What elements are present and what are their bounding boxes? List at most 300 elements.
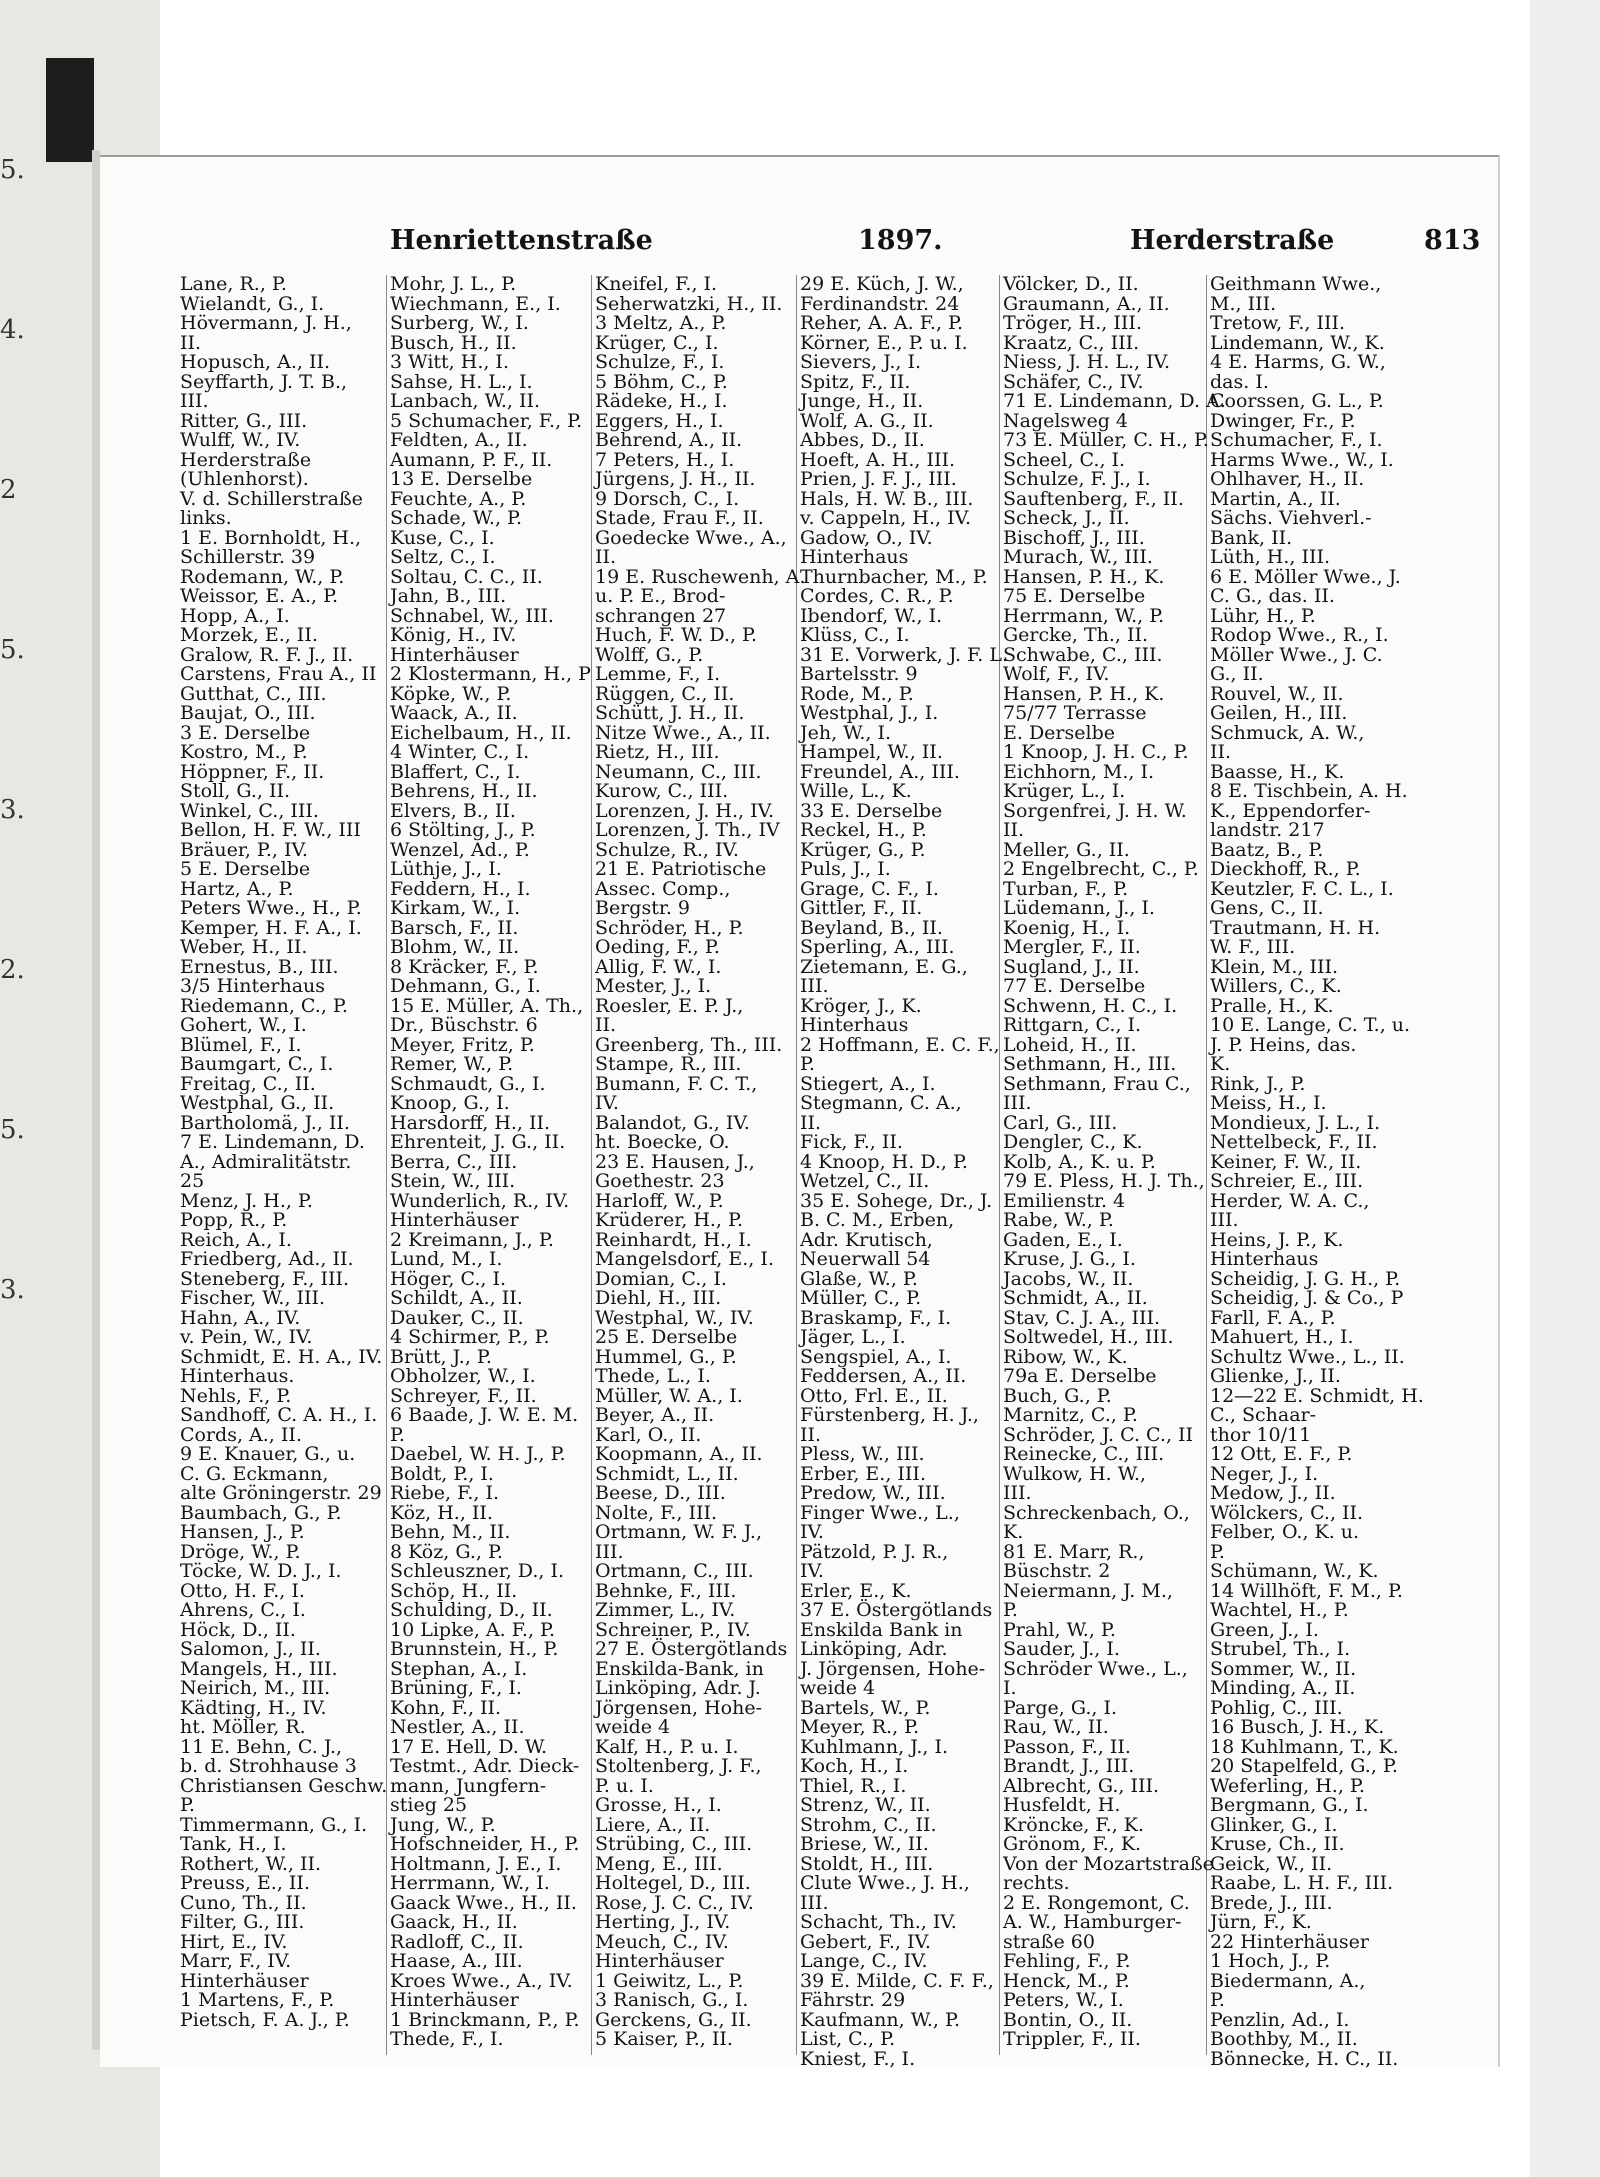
directory-entry: das. I. xyxy=(1210,370,1269,393)
directory-entry: 2 Engelbrecht, C., P. xyxy=(1003,858,1199,880)
directory-entry: 12—22 E. Schmidt, H. xyxy=(1210,1384,1424,1407)
directory-entry: Köz, H., II. xyxy=(390,1501,493,1524)
directory-entry: Schnabel, W., III. xyxy=(390,604,554,627)
directory-entry: III. xyxy=(1003,1092,1032,1114)
directory-entry: Geick, W., II. xyxy=(1210,1852,1333,1875)
directory-entry: Sächs. Viehverl.- xyxy=(1210,507,1372,529)
directory-entry: Reinhardt, H., I. xyxy=(595,1228,752,1251)
directory-entry: Jäger, L., I. xyxy=(800,1326,906,1348)
directory-entry: Westphal, G., II. xyxy=(180,1092,335,1114)
directory-entry: Trautmann, H. H. xyxy=(1210,916,1381,939)
directory-entry: Herder, W. A. C., xyxy=(1210,1189,1370,1212)
directory-entry: Koch, H., I. xyxy=(800,1755,909,1777)
directory-entry: Hinterhäuser xyxy=(595,1950,724,1972)
scan-right-margin xyxy=(1530,0,1600,2177)
directory-entry: Blümel, F., I. xyxy=(180,1033,302,1056)
directory-entry: 7 E. Lindemann, D. xyxy=(180,1131,365,1153)
directory-entry: Stav, C. J. A., III. xyxy=(1003,1306,1161,1329)
directory-entry: Stade, Frau F., II. xyxy=(595,507,764,529)
directory-entry: 5 Böhm, C., P. xyxy=(595,370,728,393)
directory-entry: Loheid, H., II. xyxy=(1003,1033,1137,1056)
directory-entry: Wölckers, C., II. xyxy=(1210,1501,1364,1524)
directory-entry: 79a E. Derselbe xyxy=(1003,1365,1157,1387)
directory-entry: Popp, R., P. xyxy=(180,1209,288,1231)
directory-entry: B. C. M., Erben, xyxy=(800,1209,955,1231)
directory-entry: Neumann, C., III. xyxy=(595,760,762,783)
header-year: 1897. xyxy=(858,225,943,256)
directory-entry: J. Jörgensen, Hohe- xyxy=(800,1657,986,1680)
directory-entry: Friedberg, Ad., II. xyxy=(180,1248,354,1270)
directory-entry: Ibendorf, W., I. xyxy=(800,604,943,627)
directory-entry: Harms Wwe., W., I. xyxy=(1210,448,1394,471)
directory-entry: 25 xyxy=(180,1170,205,1192)
directory-entry: III. xyxy=(800,975,829,997)
edge-fragment: 2 xyxy=(0,475,17,505)
directory-entry: Liere, A., II. xyxy=(595,1813,711,1836)
directory-entry: Strübing, C., III. xyxy=(595,1833,753,1855)
directory-entry: Krüger, L., I. xyxy=(1003,780,1126,802)
directory-entry: Gaack Wwe., H., II. xyxy=(390,1891,577,1914)
directory-entry: Diehl, H., III. xyxy=(595,1287,722,1309)
directory-entry: Boldt, P., I. xyxy=(390,1462,494,1485)
directory-entry: Seherwatzki, H., II. xyxy=(595,292,783,315)
directory-entry: Mergler, F., II. xyxy=(1003,936,1141,958)
directory-entry: 9 E. Knauer, G., u. xyxy=(180,1443,356,1465)
directory-entry: Herderstraße xyxy=(180,448,312,471)
directory-entry: Waack, A., II. xyxy=(390,702,518,724)
directory-entry: Mahuert, H., I. xyxy=(1210,1326,1354,1348)
directory-entry: Schwabe, C., III. xyxy=(1003,643,1163,666)
directory-entry: W. F., III. xyxy=(1210,936,1296,958)
directory-entry: 20 Stapelfeld, G., P. xyxy=(1210,1755,1398,1777)
directory-entry: Harsdorff, H., II. xyxy=(390,1111,551,1134)
directory-entry: P. xyxy=(1210,1989,1225,2011)
directory-entry: Meuch, C., IV. xyxy=(595,1930,729,1953)
directory-entry: 77 E. Derselbe xyxy=(1003,975,1146,997)
directory-entry: II. xyxy=(800,1423,822,1446)
directory-entry: Pietsch, F. A. J., P. xyxy=(180,2008,350,2031)
directory-entry: Fürstenberg, H. J., xyxy=(800,1404,979,1426)
directory-entry: Steneberg, F., III. xyxy=(180,1267,350,1290)
directory-entry: Morzek, E., II. xyxy=(180,624,318,646)
directory-entry: Otto, Frl. E., II. xyxy=(800,1384,948,1407)
directory-entry: Rietz, H., III. xyxy=(595,741,720,763)
directory-entry: Brüning, F., I. xyxy=(390,1677,522,1699)
directory-entry: J. P. Heins, das. xyxy=(1210,1033,1357,1056)
directory-entry: Kröger, J., K. xyxy=(800,994,922,1017)
directory-entry: E. Derselbe xyxy=(1003,721,1115,744)
directory-entry: Kröncke, F., K. xyxy=(1003,1813,1145,1836)
directory-entry: Huch, F. W. D., P. xyxy=(595,624,758,646)
directory-entry: 3/5 Hinterhaus xyxy=(180,975,326,997)
directory-entry: I. xyxy=(1003,1677,1017,1699)
edge-fragment: 5. xyxy=(0,1115,25,1145)
directory-entry: Völcker, D., II. xyxy=(1003,273,1139,295)
directory-entry: Dieckhoff, R., P. xyxy=(1210,858,1361,880)
directory-entry: Wielandt, G., I. xyxy=(180,292,325,315)
directory-entry: Gaden, E., I. xyxy=(1003,1228,1123,1251)
directory-entry: Gens, C., II. xyxy=(1210,897,1324,919)
directory-entry: Schreier, E., III. xyxy=(1210,1170,1364,1192)
directory-entry: Thiel, R., I. xyxy=(800,1774,907,1797)
directory-entry: Salomon, J., II. xyxy=(180,1638,321,1660)
directory-entry: Brütt, J., P. xyxy=(390,1345,492,1368)
directory-entry: Jürn, F., K. xyxy=(1210,1911,1312,1933)
directory-entry: Coorssen, G. L., P. xyxy=(1210,390,1384,412)
directory-entry: Baumgart, C., I. xyxy=(180,1053,334,1075)
directory-entry: Hahn, A., IV. xyxy=(180,1306,301,1329)
directory-entry: Lühr, H., P. xyxy=(1210,604,1316,627)
directory-entry: 2 Hoffmann, E. C. F., xyxy=(800,1033,1000,1056)
directory-entry: Thede, L., I. xyxy=(595,1365,711,1387)
directory-entry: Gadow, O., IV. xyxy=(800,526,933,549)
directory-entry: 3 Meltz, A., P. xyxy=(595,312,727,334)
directory-entry: Rothert, W., II. xyxy=(180,1852,322,1875)
directory-entry: Sahse, H. L., I. xyxy=(390,370,533,393)
directory-entry: Kroes Wwe., A., IV. xyxy=(390,1969,573,1992)
directory-entry: Wolff, G., P. xyxy=(595,643,704,666)
directory-entry: Dauker, C., II. xyxy=(390,1306,524,1329)
directory-entry: Tretow, F., III. xyxy=(1210,312,1346,334)
directory-entry: Strenz, W., II. xyxy=(800,1794,931,1816)
directory-entry: Schulze, F., I. xyxy=(595,351,725,373)
directory-entry: Schwenn, H. C., I. xyxy=(1003,994,1178,1017)
directory-entry: 1 Geiwitz, L., P. xyxy=(595,1969,744,1992)
directory-entry: Jeh, W., I. xyxy=(800,721,892,744)
directory-entry: Bergstr. 9 xyxy=(595,897,690,919)
directory-entry: Fick, F., II. xyxy=(800,1131,903,1153)
directory-entry: Sugland, J., II. xyxy=(1003,955,1140,978)
directory-entry: Sommer, W., II. xyxy=(1210,1657,1357,1680)
directory-entry: Kalf, H., P. u. I. xyxy=(595,1735,739,1758)
directory-entry: Sperling, A., III. xyxy=(800,936,955,958)
directory-entry: Stoltenberg, J. F., xyxy=(595,1755,762,1777)
directory-entry: Neiermann, J. M., xyxy=(1003,1579,1173,1602)
directory-entry: 3 Ranisch, G., I. xyxy=(595,1989,749,2011)
directory-entry: Schillerstr. 39 xyxy=(180,546,316,568)
directory-entry: 2 Klostermann, H., P xyxy=(390,663,591,685)
directory-entry: Passon, F., II. xyxy=(1003,1735,1131,1758)
directory-entry: Hinterhäuser xyxy=(180,1969,309,1992)
directory-entry: Bergmann, G., I. xyxy=(1210,1794,1369,1816)
directory-entry: Erber, E., III. xyxy=(800,1462,926,1485)
directory-entry: List, C., P. xyxy=(800,2028,896,2050)
directory-entry: Pless, W., III. xyxy=(800,1443,925,1465)
directory-entry: Peters, W., I. xyxy=(1003,1989,1124,2011)
directory-entry: Hopusch, A., II. xyxy=(180,351,331,373)
directory-entry: Penzlin, Ad., I. xyxy=(1210,2008,1350,2031)
directory-entry: Enskilda Bank in xyxy=(800,1618,963,1641)
directory-entry: Hartz, A., P. xyxy=(180,877,294,900)
directory-entry: Clute Wwe., J. H., xyxy=(800,1872,970,1894)
directory-entry: Stampe, R., III. xyxy=(595,1053,742,1075)
directory-entry: 73 E. Müller, C. H., P. xyxy=(1003,429,1209,451)
directory-entry: Wunderlich, R., IV. xyxy=(390,1189,570,1212)
directory-entry: IV. xyxy=(595,1092,619,1114)
directory-entry: Zietemann, E. G., xyxy=(800,955,968,978)
directory-entry: Remer, W., P. xyxy=(390,1053,514,1075)
directory-entry: v. Cappeln, H., IV. xyxy=(800,507,972,529)
directory-entry: 27 E. Östergötlands xyxy=(595,1638,788,1660)
directory-entry: Linköping, Adr. xyxy=(800,1638,948,1660)
directory-entry: Pralle, H., K. xyxy=(1210,994,1334,1017)
directory-entry: 12 Ott, E. F., P. xyxy=(1210,1443,1353,1465)
directory-entry: Menz, J. H., P. xyxy=(180,1189,313,1212)
directory-entry: Bartels, W., P. xyxy=(800,1696,931,1719)
directory-entry: Boothby, M., II. xyxy=(1210,2028,1358,2050)
directory-entry: Preuss, E., II. xyxy=(180,1872,310,1894)
directory-entry: Glienke, J., II. xyxy=(1210,1365,1341,1387)
directory-entry: Ribow, W., K. xyxy=(1003,1345,1128,1368)
directory-entry: Parge, G., I. xyxy=(1003,1696,1117,1719)
directory-entry: Oeding, F., P. xyxy=(595,936,720,958)
directory-entry: Grage, C. F., I. xyxy=(800,877,939,900)
directory-entry: Elvers, B., II. xyxy=(390,799,516,822)
directory-entry: Medow, J., II. xyxy=(1210,1482,1336,1504)
directory-entry: Daebel, W. H. J., P. xyxy=(390,1443,566,1465)
directory-entry: Riebe, F., I. xyxy=(390,1482,499,1504)
directory-entry: Stegmann, C. A., xyxy=(800,1092,962,1114)
directory-entry: Brunnstein, H., P. xyxy=(390,1638,559,1660)
edge-fragment: 3. xyxy=(0,795,25,825)
directory-entry: ht. Möller, R. xyxy=(180,1716,306,1738)
directory-entry: 13 E. Derselbe xyxy=(390,468,533,490)
directory-entry: Rabe, W., P. xyxy=(1003,1209,1114,1231)
directory-entry: Goedecke Wwe., A., xyxy=(595,526,787,549)
directory-entry: Murach, W., III. xyxy=(1003,546,1153,568)
directory-entry: Marr, F., IV. xyxy=(180,1950,292,1972)
directory-entry: Höck, D., II. xyxy=(180,1618,296,1641)
directory-entry: Busch, H., II. xyxy=(390,331,517,354)
directory-entry: Blohm, W., II. xyxy=(390,936,520,958)
directory-entry: Fährstr. 29 xyxy=(800,1989,906,2011)
directory-entry: Trippler, F., II. xyxy=(1003,2028,1141,2050)
directory-entry: Schulze, F. J., I. xyxy=(1003,468,1151,490)
directory-entry: 1 Knoop, J. H. C., P. xyxy=(1003,741,1189,763)
directory-entry: Balandot, G., IV. xyxy=(595,1111,750,1134)
directory-entry: Sauftenberg, F., II. xyxy=(1003,487,1184,510)
edge-fragment: 5. xyxy=(0,635,25,665)
directory-entry: Gohert, W., I. xyxy=(180,1014,307,1036)
directory-entry: 11 E. Behn, C. J., xyxy=(180,1735,343,1758)
directory-entry: Mester, J., I. xyxy=(595,975,712,997)
directory-entry: Soltwedel, H., III. xyxy=(1003,1326,1174,1348)
directory-entry: Green, J., I. xyxy=(1210,1618,1319,1641)
directory-entry: Brede, J., III. xyxy=(1210,1891,1333,1914)
directory-entry: Blaffert, C., I. xyxy=(390,760,521,783)
directory-entry: Rädeke, H., I. xyxy=(595,390,728,412)
directory-entry: II. xyxy=(180,331,202,354)
directory-entry: Kohn, F., II. xyxy=(390,1696,502,1719)
directory-entry: Prien, J. F. J., III. xyxy=(800,468,957,490)
directory-entry: Beyer, A., II. xyxy=(595,1404,715,1426)
directory-entry: IV. xyxy=(800,1521,824,1543)
directory-entry: Schultz Wwe., L., II. xyxy=(1210,1345,1405,1368)
directory-entry: Goethestr. 23 xyxy=(595,1170,725,1192)
directory-entry: Mangels, H., III. xyxy=(180,1657,338,1680)
directory-entry: Sethmann, H., III. xyxy=(1003,1053,1177,1075)
binding-tab xyxy=(46,58,94,162)
directory-entry: Hinterhaus xyxy=(800,546,909,568)
directory-entry: Jürgens, J. H., II. xyxy=(595,468,756,490)
directory-entry: Schreyer, F., II. xyxy=(390,1384,537,1407)
directory-entry: Minding, A., II. xyxy=(1210,1677,1356,1699)
directory-entry: Lorenzen, J. H., IV. xyxy=(595,799,775,822)
directory-entry: 1 Hoch, J., P. xyxy=(1210,1950,1331,1972)
directory-entry: Fehling, F., P. xyxy=(1003,1950,1131,1972)
directory-entry: Feldten, A., II. xyxy=(390,429,528,451)
directory-entry: IV. xyxy=(800,1560,824,1582)
directory-entry: 6 Baade, J. W. E. M. xyxy=(390,1404,579,1426)
directory-entry: Hansen, J., P. xyxy=(180,1521,305,1543)
directory-entry: Müller, C., P. xyxy=(800,1287,922,1309)
directory-entry: Feddersen, A., II. xyxy=(800,1365,967,1387)
directory-entry: Aumann, P. F., II. xyxy=(390,448,553,471)
directory-entry: u. P. E., Brod- xyxy=(595,585,726,607)
edge-fragment: 4. xyxy=(0,315,25,345)
directory-entry: C. G. Eckmann, xyxy=(180,1462,329,1485)
directory-entry: 6 E. Möller Wwe., J. xyxy=(1210,565,1401,588)
directory-entry: mann, Jungfern- xyxy=(390,1774,547,1797)
directory-entry: Wulkow, H. W., xyxy=(1003,1462,1147,1485)
directory-entry: Sandhoff, C. A. H., I. xyxy=(180,1404,378,1426)
directory-entry: Rodop Wwe., R., I. xyxy=(1210,624,1389,646)
directory-entry: 33 E. Derselbe xyxy=(800,799,943,822)
directory-entry: Kruse, J. G., I. xyxy=(1003,1248,1136,1270)
directory-page xyxy=(100,155,1500,2070)
directory-entry: Surberg, W., I. xyxy=(390,312,529,334)
directory-entry: Nettelbeck, F., II. xyxy=(1210,1131,1378,1153)
directory-entry: Klein, M., III. xyxy=(1210,955,1339,978)
directory-entry: Schöp, H., II. xyxy=(390,1579,518,1602)
directory-entry: Kraatz, C., III. xyxy=(1003,331,1140,354)
directory-entry: Hövermann, J. H., xyxy=(180,312,352,334)
edge-fragment: 2. xyxy=(0,955,25,985)
directory-entry: Dengler, C., K. xyxy=(1003,1131,1143,1153)
directory-entry: 3 E. Derselbe xyxy=(180,721,311,744)
directory-entry: Scheidig, J. & Co., P xyxy=(1210,1287,1404,1309)
directory-entry: Wiechmann, E., I. xyxy=(390,292,561,315)
directory-entry: Geilen, H., III. xyxy=(1210,702,1348,724)
directory-entry: Gralow, R. F. J., II. xyxy=(180,643,354,666)
directory-entry: Freitag, C., II. xyxy=(180,1072,316,1095)
directory-entry: Kolb, A., K. u. P. xyxy=(1003,1150,1156,1173)
directory-entry: Behnke, F., III. xyxy=(595,1579,737,1602)
directory-entry: Schümann, W., K. xyxy=(1210,1560,1379,1582)
directory-entry: 8 Köz, G., P. xyxy=(390,1540,503,1563)
directory-entry: 39 E. Milde, C. F. F., xyxy=(800,1969,994,1992)
directory-entry: Sethmann, Frau C., xyxy=(1003,1072,1191,1095)
directory-entry: Glaße, W., P. xyxy=(800,1267,918,1290)
directory-entry: Hinterhaus xyxy=(800,1014,909,1036)
directory-entry: Geithmann Wwe., xyxy=(1210,273,1382,295)
directory-entry: K., Eppendorfer- xyxy=(1210,799,1371,822)
directory-entry: 10 Lipke, A. F., P. xyxy=(390,1618,556,1641)
directory-entry: Graumann, A., II. xyxy=(1003,292,1170,315)
directory-entry: Schumacher, F., I. xyxy=(1210,429,1383,451)
directory-entry: Lange, C., IV. xyxy=(800,1950,928,1972)
directory-entry: Baasse, H., K. xyxy=(1210,760,1345,783)
directory-entry: Eichelbaum, H., II. xyxy=(390,721,572,744)
directory-entry: Rouvel, W., II. xyxy=(1210,682,1344,705)
directory-entry: Lüdemann, J., I. xyxy=(1003,897,1155,919)
directory-entry: Krüderer, H., P. xyxy=(595,1209,743,1231)
directory-entry: 15 E. Müller, A. Th., xyxy=(390,994,584,1017)
directory-entry: Riedemann, C., P. xyxy=(180,994,348,1017)
directory-entry: Höppner, F., II. xyxy=(180,760,325,783)
directory-entry: 18 Kuhlmann, T., K. xyxy=(1210,1735,1399,1758)
directory-entry: Prahl, W., P. xyxy=(1003,1618,1116,1641)
directory-entry: Grönom, F., K. xyxy=(1003,1833,1142,1855)
directory-entry: Jörgensen, Hohe- xyxy=(595,1696,763,1719)
directory-entry: 2 Kreimann, J., P. xyxy=(390,1228,554,1251)
directory-entry: Peters Wwe., H., P. xyxy=(180,897,362,919)
directory-entry: Schröder, H., P. xyxy=(595,916,744,939)
directory-entry: Bank, II. xyxy=(1210,526,1293,549)
directory-entry: links. xyxy=(180,507,232,529)
directory-entry: Marnitz, C., P. xyxy=(1003,1404,1138,1426)
facing-page-edge-text xyxy=(0,90,34,1370)
directory-entry: Schleuszner, D., I. xyxy=(390,1560,564,1582)
directory-entry: Kruse, Ch., II. xyxy=(1210,1833,1345,1855)
directory-entry: Winkel, C., III. xyxy=(180,799,319,822)
directory-entry: Mohr, J. L., P. xyxy=(390,273,517,295)
directory-entry: Kemper, H. F. A., I. xyxy=(180,916,362,939)
directory-entry: Wolf, A. G., II. xyxy=(800,409,934,432)
directory-entry: Weissor, E. A., P. xyxy=(180,585,339,607)
directory-entry: Herrmann, W., I. xyxy=(390,1872,550,1894)
directory-entry: weide 4 xyxy=(595,1716,671,1738)
directory-entry: Eggers, H., I. xyxy=(595,409,724,432)
directory-entry: Assec. Comp., xyxy=(595,877,731,900)
directory-entry: Heins, J. P., K. xyxy=(1210,1228,1344,1251)
directory-entry: 5 Schumacher, F., P. xyxy=(390,409,583,432)
directory-entry: Schmidt, E. H. A., IV. xyxy=(180,1345,383,1368)
directory-entry: Hampel, W., II. xyxy=(800,741,943,763)
directory-entry: Domian, C., I. xyxy=(595,1267,727,1290)
directory-entry: Linköping, Adr. J. xyxy=(595,1677,761,1699)
directory-entry: Sievers, J., I. xyxy=(800,351,922,373)
directory-entry: Obholzer, W., I. xyxy=(390,1365,536,1387)
running-header xyxy=(390,225,1481,265)
directory-entry: Reich, A., I. xyxy=(180,1228,292,1251)
directory-entry: Reher, A. A. F., P. xyxy=(800,312,964,334)
directory-entry: 3 Witt, H., I. xyxy=(390,351,509,373)
directory-entry: Schäfer, C., IV. xyxy=(1003,370,1144,393)
directory-entry: Scheidig, J. G. H., P. xyxy=(1210,1267,1401,1290)
directory-entry: II. xyxy=(800,1111,822,1134)
directory-entry: Wille, L., K. xyxy=(800,780,912,802)
directory-column-6 xyxy=(1210,275,1510,2069)
directory-entry: Töcke, W. D. J., I. xyxy=(180,1560,342,1582)
directory-entry: Rink, J., P. xyxy=(1210,1072,1306,1095)
directory-entry: Knoop, G., I. xyxy=(390,1092,510,1114)
directory-entry: Hoeft, A. H., III. xyxy=(800,448,956,471)
directory-entry: Erler, E., K. xyxy=(800,1579,912,1602)
directory-entry: Stiegert, A., I. xyxy=(800,1072,936,1095)
directory-entry: Seyffarth, J. T. B., xyxy=(180,370,348,393)
directory-entry: Koopmann, A., II. xyxy=(595,1443,763,1465)
directory-entry: 23 E. Hausen, J., xyxy=(595,1150,755,1173)
directory-entry: III. xyxy=(1003,1482,1032,1504)
directory-entry: Westphal, J., I. xyxy=(800,702,939,724)
directory-entry: Gerckens, G., II. xyxy=(595,2008,752,2031)
directory-entry: Adr. Krutisch, xyxy=(800,1228,933,1251)
directory-entry: Schildt, A., II. xyxy=(390,1287,523,1309)
directory-entry: G., II. xyxy=(1210,663,1264,685)
directory-entry: Testmt., Adr. Dieck- xyxy=(390,1755,580,1777)
directory-entry: 5 E. Derselbe xyxy=(180,858,311,880)
